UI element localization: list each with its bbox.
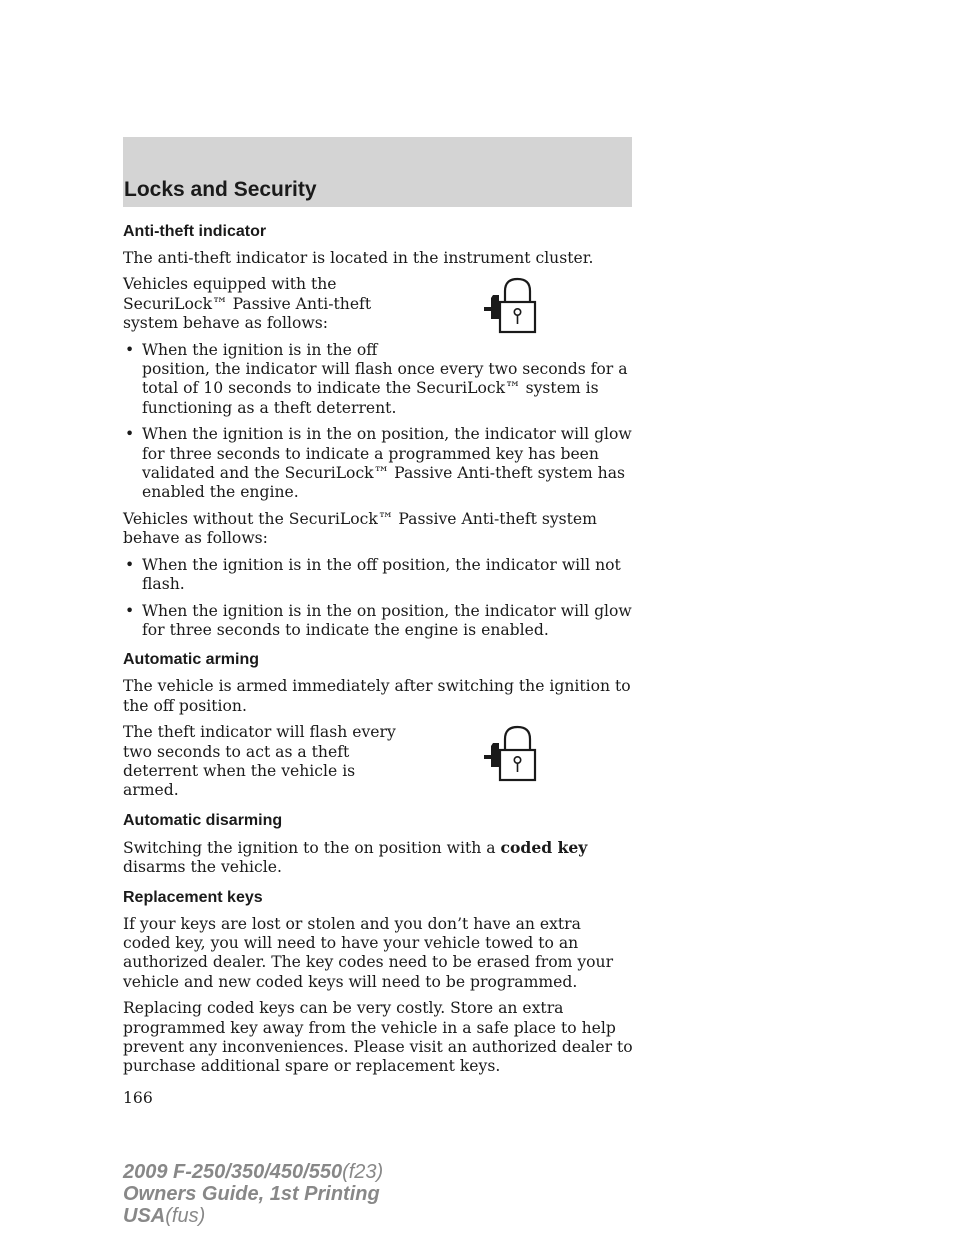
section-title: Locks and Security: [124, 178, 317, 201]
page-number: 166: [123, 1088, 153, 1107]
indicator-block-1: [123, 275, 633, 333]
coded-key-term: coded key: [500, 837, 588, 857]
bullet-list: [123, 341, 633, 503]
anti-theft-lock-icon: [481, 724, 539, 789]
list-item: • When the ignition is in the off position, the indicator will flash once every two seconds for a total of 10 seconds to indicate the SecuriLock™ system is functioning as a theft deterrent.: [125, 340, 628, 417]
heading-replacement-keys: Replacement keys: [123, 888, 263, 906]
paragraph: Replacing coded keys can be very costly. Store an extra programmed key away from the vehicle in a safe place to help prevent any inconveniences. Please visit an authorized dealer to purchase additional spare or replacement keys.: [123, 999, 633, 1076]
paragraph: Switching the ignition to the on position with a coded key disarms the vehicle.: [123, 837, 588, 877]
document-footer: 2009 F-250/350/450/550(f23) Owners Guide, 1st Printing USA(fus): [123, 1161, 384, 1227]
paragraph: The vehicle is armed immediately after switching the ignition to the off position.: [123, 677, 631, 715]
heading-anti-theft-indicator: Anti-theft indicator: [123, 223, 267, 240]
heading-automatic-arming: Automatic arming: [123, 651, 260, 669]
bullet-list: [123, 556, 633, 641]
list-item: • When the ignition is in the on position, the indicator will glow for three seconds to indicate a programmed key has been validated and the SecuriLock™ Passive Anti-theft system has enabled the engine.: [125, 425, 632, 502]
list-item: • When the ignition is in the on position, the indicator will glow for three seconds to indicate the engine is enabled.: [125, 601, 632, 639]
paragraph: The theft indicator will flash every two seconds to act as a theft deterrent when the vehicle is armed.: [123, 723, 396, 800]
page-content: [123, 222, 633, 1115]
paragraph: Vehicles without the SecuriLock™ Passive Anti-theft system behave as follows:: [123, 509, 597, 548]
paragraph: The anti-theft indicator is located in the instrument cluster.: [123, 249, 594, 267]
paragraph: Vehicles equipped with the SecuriLock™ Passive Anti-theft system behave as follows:: [123, 275, 372, 333]
list-item: • When the ignition is in the off position, the indicator will not flash.: [125, 555, 621, 594]
anti-theft-lock-icon: [481, 276, 539, 341]
indicator-block-2: [123, 723, 633, 801]
paragraph: If your keys are lost or stolen and you don’t have an extra coded key, you will need to have your vehicle towed to an authorized dealer. The key codes need to be erased from your vehicle and new coded keys will need to be programmed.: [123, 914, 614, 991]
heading-automatic-disarming: Automatic disarming: [123, 811, 283, 829]
